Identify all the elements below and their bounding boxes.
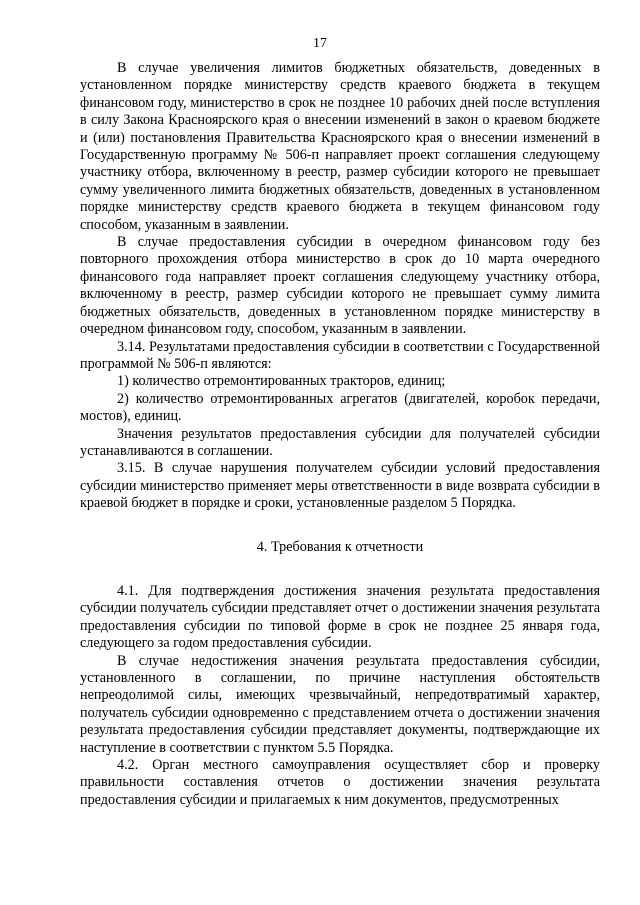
list-item-aggregates: 2) количество отремонтированных агрегатов (двигателей, коробок передачи, мостов), единиц. — [80, 390, 600, 425]
paragraph-4-2: 4.2. Орган местного самоуправления осуществляет сбор и проверку правильности составления отчетов о достижении значения результата предоставления субсидии и прилагаемых к ним документов, предусмотренных — [80, 757, 600, 808]
paragraph-next-year: В случае предоставления субсидии в очередном финансовом году без повторного прохождения отбора министерство в срок до 10 марта очередного финансового года направляет проект соглашения следующему участнику отбора, включенному в реестр, размер субсидии которого не превышает сумму лимита бюджетных обязательств, доведенных в установленном порядке министерству в очередном финансовом году, способом, указанным в заявлении. — [80, 234, 600, 338]
list-item-tractors: 1) количество отремонтированных тракторов, единиц; — [117, 373, 446, 390]
paragraph-4-1: 4.1. Для подтверждения достижения значения результата предоставления субсидии получатель субсидии представляет отчет о достижении значения результата предоставления субсидии по типовой форме в срок не позднее 25 января года, следующего за годом предоставления субсидии. — [80, 582, 600, 652]
paragraph-force-majeure: В случае недостижения значения результата предоставления субсидии, установленного в соглашении, по причине наступления обстоятельств непреодолимой силы, имеющих чрезвычайный, непредотвратимый характер, получатель субсидии одновременно с представлением отчета о достижении значения результата предоставления субсидии представляет документы, подтверждающие их наступление в соответствии с пунктом 5.5 Порядка. — [80, 652, 600, 756]
page-content — [80, 60, 600, 809]
page-number: 17 — [313, 36, 327, 51]
paragraph-limit-increase: В случае увеличения лимитов бюджетных обязательств, доведенных в установленном порядке министерству средств краевого бюджета в текущем финансовом году, министерство в срок не позднее 10 рабочих дней после вступления в силу Закона Красноярского края о внесении изменений в закон о краевом бюджете и (или) постановления Правительства Красноярского края о внесении изменений в Государственную программу № 506-п направляет проект соглашения следующему участнику отбора, включенному в реестр, размер субсидии которого не превышает сумму увеличенного лимита бюджетных обязательств, доведенных в установленном порядке министерству средств краевого бюджета в текущем финансовом году способом, указанным в заявлении. — [80, 60, 600, 233]
section-heading: 4. Требования к отчетности — [256, 538, 424, 555]
paragraph-result-values: Значения результатов предоставления субсидии для получателей субсидии устанавливаются в соглашении. — [80, 425, 600, 459]
paragraph-3-15: 3.15. В случае нарушения получателем субсидии условий предоставления субсидии министерство применяет меры ответственности в виде возврата субсидии в краевой бюджет в порядке и сроки, установленные разделом 5 Порядка. — [80, 460, 600, 512]
paragraph-3-14: 3.14. Результатами предоставления субсидии в соответствии с Государственной программой № 506-п являются: — [80, 338, 600, 372]
